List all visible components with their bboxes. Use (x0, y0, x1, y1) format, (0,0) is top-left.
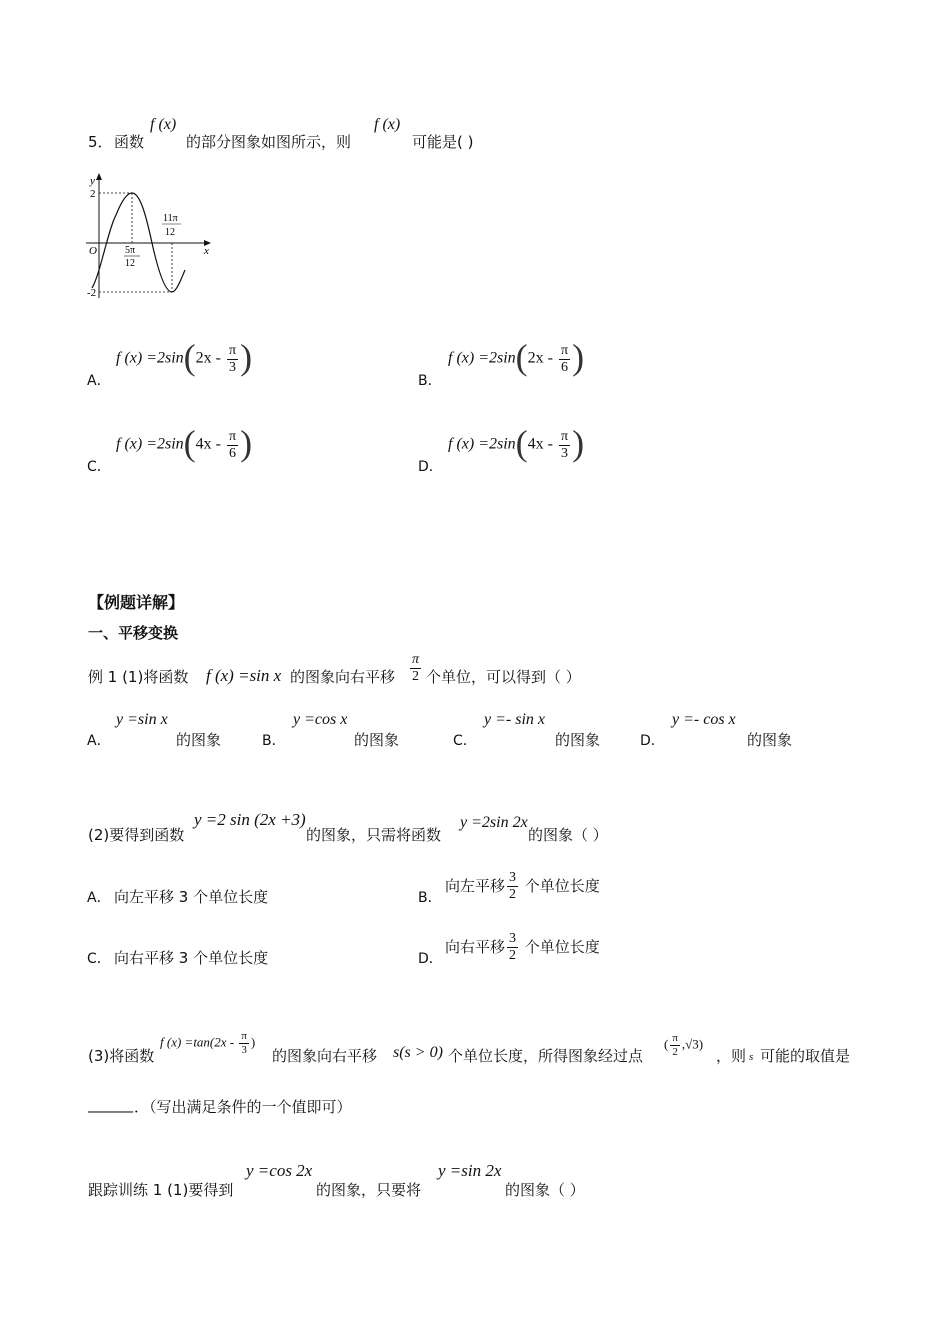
ex1-p1-option-b-suffix: 的图象 (354, 731, 400, 749)
option-c-inner: 4x - (195, 435, 225, 453)
y-max-label: 2 (90, 188, 96, 200)
option-b-num: π (561, 342, 569, 358)
ex1-p1-option-a-suffix: 的图象 (176, 731, 222, 749)
ex1-p1-option-b-label: B． (262, 733, 286, 749)
ex1-p3-point-rest: ,√3) (681, 1036, 704, 1052)
ex1-p1-text-1: 例 1 (1)将函数 (88, 668, 189, 686)
option-c-lhs: f (x) =2sin (116, 435, 184, 453)
track1-text-2: 的图象，只要将 (316, 1181, 422, 1199)
q5-option-b[interactable]: f (x) =2sin(2x - $\frac{\pi}{6}$ ) (448, 337, 585, 377)
option-b-pre: 向左平移 (445, 877, 506, 895)
ex1-p1-option-a-expr[interactable]: y =sin x (116, 711, 168, 728)
q5-fx-1: f (x) (150, 116, 177, 133)
ex1-p3-func (160, 1030, 255, 1057)
q5-fx-2: f (x) (374, 116, 401, 133)
option-b-den: 2 (509, 887, 517, 902)
track1-expr-2: y =sin 2x (438, 1161, 502, 1180)
q5-option-d-label: D． (418, 459, 443, 475)
ex1-p2-option-c[interactable]: 向右平移 3 个单位长度 (114, 949, 269, 967)
ex1-p2-text-2: 的图象，只需将函数 (306, 826, 442, 844)
q5-option-c-label: C． (87, 459, 111, 475)
ex1-p3-point (664, 1032, 703, 1059)
option-b-post: 个单位长度 (524, 877, 600, 895)
ex1-p3-text-4: ，则 (716, 1047, 747, 1065)
ex1-p1-option-b-expr[interactable]: y =cos x (293, 711, 348, 728)
ex1-p2-option-d-label: D． (418, 951, 443, 967)
ex1-p1-option-d-expr[interactable]: y =- cos x (672, 711, 736, 728)
q5-option-b-label: B． (418, 373, 442, 389)
option-b-num: 3 (509, 870, 517, 885)
option-a-inner: 2x - (195, 349, 225, 367)
option-b-den: 6 (561, 359, 569, 375)
ex1-p3-text-3: 个单位长度，所得图象经过点 (448, 1047, 644, 1065)
ex1-p3-text-1: (3)将函数 (88, 1047, 155, 1065)
section-subtitle: 一、平移变换 (88, 624, 179, 642)
tick1-den: 12 (125, 258, 135, 269)
ex1-p3-blank[interactable]: ______ (88, 1095, 133, 1113)
q5-text-3: 可能是( ) (412, 133, 474, 151)
ex1-p1-text-3: 个单位，可以得到（ ） (426, 668, 581, 686)
tick2-num: 11π (163, 213, 178, 224)
ex1-p1-option-d-suffix: 的图象 (747, 731, 793, 749)
tick2-den: 12 (165, 227, 175, 238)
option-c-num: π (229, 428, 237, 444)
option-b-inner: 2x - (527, 349, 557, 367)
y-label: y (90, 175, 95, 187)
ex1-p2-option-b[interactable] (445, 870, 600, 903)
option-d-den: 2 (509, 948, 517, 963)
ex1-p2-option-b-label: B． (418, 890, 442, 906)
ex1-p2-expr-1: y =2 sin (2x +3) (194, 810, 306, 829)
ex1-p1-option-a-label: A． (87, 733, 111, 749)
option-d-den: 3 (561, 445, 569, 461)
option-b-lhs: f (x) =2sin (448, 349, 516, 367)
ex1-p3-point-open: ( (664, 1036, 669, 1052)
ex1-p1-option-c-expr[interactable]: y =- sin x (484, 711, 545, 728)
ex1-p1-fx: f (x) =sin x (206, 666, 282, 685)
option-d-num: π (561, 428, 569, 444)
ex1-p3-text-5: 可能的取值是 (760, 1047, 851, 1065)
ex1-p3-text-2: 的图象向右平移 (272, 1047, 378, 1065)
ex1-p1-fraction (408, 652, 423, 685)
track1-text-1: 跟踪训练 1 (1)要得到 (88, 1181, 234, 1199)
tick1-num: 5π (125, 245, 136, 256)
ex1-p2-option-d[interactable] (445, 931, 600, 964)
ex1-p1-option-c-suffix: 的图象 (555, 731, 601, 749)
ex1-p1-den: 2 (412, 669, 419, 684)
track1-text-3: 的图象（ ） (505, 1181, 585, 1199)
option-d-num: 3 (509, 931, 517, 946)
q5-option-a[interactable]: f (x) =2sin(2x - $\frac{\pi}{3}$ ) (116, 337, 253, 377)
option-a-den: 3 (229, 359, 237, 375)
ex1-p1-option-d-label: D． (640, 733, 665, 749)
option-a-num: π (229, 342, 237, 358)
x-label: x (204, 245, 209, 257)
ex1-p3-s2: s (749, 1051, 754, 1063)
ex1-p1-option-c-label: C． (453, 733, 477, 749)
section-title: 【例题详解】 (88, 593, 185, 612)
ex1-p3-text-6: ．（写出满足条件的一个值即可） (134, 1098, 352, 1116)
q5-graph (80, 170, 220, 305)
ex1-p2-option-c-label: C． (87, 951, 111, 967)
ex1-p3-point-num: π (672, 1032, 678, 1044)
option-c-den: 6 (229, 445, 237, 461)
option-d-post: 个单位长度 (524, 938, 600, 956)
origin-label: O (89, 245, 97, 257)
ex1-p1-text-2: 的图象向右平移 (290, 668, 396, 686)
ex1-p3-func-den: 3 (241, 1044, 247, 1056)
q5-option-a-label: A． (87, 373, 111, 389)
ex1-p3-func-lhs: f (x) =tan(2x - (160, 1034, 238, 1050)
ex1-p2-text-3: 的图象（ ） (528, 826, 608, 844)
ex1-p2-option-a-label: A． (87, 890, 111, 906)
option-d-inner: 4x - (527, 435, 557, 453)
q5-text-2: 的部分图象如图所示，则 (186, 133, 352, 151)
ex1-p2-option-a[interactable]: 向左平移 3 个单位长度 (114, 888, 269, 906)
ex1-p3-func-close: ) (250, 1034, 256, 1050)
q5-number: 5． (88, 133, 113, 151)
track1-expr-1: y =cos 2x (246, 1161, 313, 1180)
option-d-lhs: f (x) =2sin (448, 435, 516, 453)
y-min-label: -2 (87, 287, 97, 299)
y-axis-arrow (96, 173, 102, 180)
ex1-p3-func-num: π (241, 1030, 247, 1042)
ex1-p3-point-den: 2 (672, 1046, 678, 1058)
ex1-p3-s: s(s > 0) (393, 1044, 443, 1061)
ex1-p2-expr-2: y =2sin 2x (460, 814, 528, 831)
q5-option-c[interactable]: f (x) =2sin(4x - $\frac{\pi}{6}$ ) (116, 423, 253, 463)
option-d-pre: 向右平移 (445, 938, 506, 956)
q5-text-1: 函数 (114, 133, 145, 151)
q5-option-d[interactable]: f (x) =2sin(4x - $\frac{\pi}{3}$ ) (448, 423, 585, 463)
ex1-p1-num: π (412, 652, 420, 667)
ex1-p2-text-1: (2)要得到函数 (88, 826, 185, 844)
option-a-lhs: f (x) =2sin (116, 349, 184, 367)
